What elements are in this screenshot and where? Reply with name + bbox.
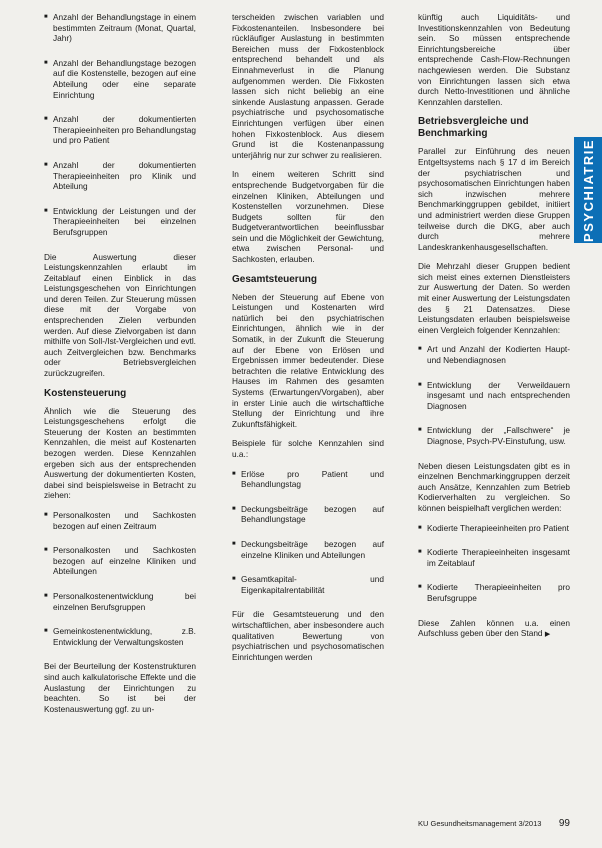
indicator-list-5: [418, 523, 570, 604]
paragraph: In einem weiteren Schritt sind entsprechende Budgetvorgaben für die einzelnen Kliniken, Abteilungen und Kostenstellen vorzunehmen. Diese Budgets sollten für den Budgetverantwortlichen beeinflussbar sein und die Möglichkeit der Gewichtung, etwa zwischen Personal- und Sachkosten, erlauben.: [232, 169, 384, 265]
column-2: [232, 12, 384, 671]
paragraph: Beispiele für solche Kennzahlen sind u.a.:: [232, 438, 384, 459]
paragraph: Die Auswertung dieser Leistungskennzahlen erlaubt im Zeitablauf einen Einblick in das Leistungsgeschehen von Einrichtungen und deren Teilen. Zur Steuerung müssen diese mit der Vorgabe von entsprechenden Zielen verbunden werden. Auf diese Zielvorgaben ist dann mithilfe von Soll-/Ist-Vergleichen und evtl. auch Zeitvergleichen bzw. Benchmarks oder Betriebsvergleichen zurückzugreifen.: [44, 251, 196, 379]
paragraph: [418, 618, 570, 641]
paragraph: terscheiden zwischen variablen und Fixkostenanteilen. Insbesondere bei rückläufiger Auslastung in bestimmten Bereichen muss der Fixkostenblock entsprechend behandelt und als Einnahmeverlust in die Planung aufgenommen werden. Die Fixkosten lassen sich nicht beliebig an eine sinkende Auslastung anpassen. Gerade psychiatrische und psychosomatische Einrichtungen verfügen über einen hohen Fixkostenblock. Aus diesem Grund ist die Kostenanpassung unterjährig nur zur schwer zu realisieren.: [232, 12, 384, 160]
list-item: ■ Art und Anzahl der Kodierten Haupt- und Nebendiagnosen: [418, 344, 570, 365]
section-heading-kostensteuerung: Kostensteuerung: [44, 387, 127, 399]
footer-source: KU Gesundheitsmanagement 3/2013: [418, 819, 542, 828]
list-item: ■ Gemeinkostenentwicklung, z.B. Entwicklung der Verwaltungskosten: [44, 626, 196, 647]
list-item: ■ Anzahl der Behandlungstage bezogen auf die Kostenstelle, bezogen auf eine Abteilung oder eine separate Einrichtung: [44, 58, 196, 100]
section-tab-label: PSYCHIATRIE: [580, 138, 596, 242]
list-item: ■ Gesamtkapital- und Eigenkapitalrentabilität: [232, 574, 384, 595]
section-heading-betriebsvergleiche: Betriebsvergleiche und Benchmarking: [418, 116, 529, 140]
list-item: ■ Kodierte Therapieeinheiten pro Patient: [418, 523, 570, 534]
column-3: [418, 12, 570, 650]
list-item: ■ Deckungsbeiträge bezogen auf einzelne Kliniken und Abteilungen: [232, 539, 384, 560]
list-item: ■ Anzahl der dokumentierten Therapieeinheiten pro Klinik und Abteilung: [44, 160, 196, 192]
paragraph: Neben diesen Leistungsdaten gibt es in einzelnen Benchmarkinggruppen derzeit auch Ansätze, Kennzahlen zum Betrieb Kodierverhalten zu vergleichen. So können beispielhaft verglichen werden:: [418, 460, 570, 513]
list-item: ■ Kodierte Therapieeinheiten pro Berufsgruppe: [418, 582, 570, 603]
indicator-list-4: [418, 344, 570, 446]
list-item: ■ Entwicklung der „Fallschwere“ je Diagnose, Psych-PV-Einstufung, usw.: [418, 425, 570, 446]
list-item: ■ Personalkosten und Sachkosten bezogen auf einen Zeitraum: [44, 510, 196, 531]
indicator-list-1: [44, 12, 196, 238]
section-heading-gesamtsteuerung: Gesamtsteuerung: [232, 273, 318, 285]
indicator-list-2: [44, 510, 196, 647]
paragraph: Für die Gesamtsteuerung und den wirtschaftlichen, aber insbesondere auch qualitativen Bewertung von psychiatrischen und psychosomatischen Einrichtungen werden: [232, 609, 384, 662]
list-item: ■ Erlöse pro Patient und Behandlungstag: [232, 469, 384, 490]
paragraph: Parallel zur Einführung des neuen Entgeltsystems nach § 17 d im Bereich der psychiatrischen und psychosomatischen Einrichtungen haben sich inzwischen mehrere Benchmarkinggruppen gebildet, initiiert und administriert werden diese Gruppen teilweise durch die DKG, aber auch durch mehrere Landeskrankenhausgesellschaften.: [418, 146, 570, 252]
paragraph: künftig auch Liquiditäts- und Investitionskennzahlen von Bedeutung sein. So müssen entsprechende Einrichtungsbereiche über entsprechende Cash-Flow-Rechnungen nachgewiesen werden. Die Substanz von Einrichtungen lassen sich etwa durch Netto-Investitionen und ähnliche Kennzahlen darstellen.: [418, 12, 570, 107]
list-item: ■ Personalkosten und Sachkosten bezogen auf einzelne Kliniken und Abteilungen: [44, 545, 196, 577]
paragraph: Die Mehrzahl dieser Gruppen bedient sich meist eines externen Dienstleisters zur Auswertung der Daten. So werden mit einer Auswertung der Leistungsdaten des § 21 Datensatzes. Diese Leistungsdaten erlauben beispielsweise einen Vergleich folgender Kennzahlen:: [418, 261, 570, 335]
paragraph: Bei der Beurteilung der Kostenstrukturen sind auch kalkulatorische Effekte und die Auslastung der Einrichtungen zu beachten. So ist bei der Kostenauswertung ggf. zu un-: [44, 661, 196, 714]
list-item: ■ Anzahl der dokumentierten Therapieeinheiten pro Behandlungstag und pro Patient: [44, 114, 196, 146]
paragraph: Ähnlich wie die Steuerung des Leistungsgeschehens erfolgt die Steuerung der Kosten an bestimmten Kennzahlen, die meist auf Kostenarten bezogen werden. Diese Kennzahlen ergeben sich aus der entsprechenden Auswertung der dokumentierten Kosten, dabei sind beispielsweise in Betracht zu ziehen:: [44, 405, 196, 501]
paragraph-text: Diese Zahlen können u.a. einen Aufschluss geben über den Stand: [418, 617, 570, 639]
list-item: ■ Anzahl der Behandlungstage in einem bestimmten Zeitraum (Monat, Quartal, Jahr): [44, 12, 196, 44]
page-number: 99: [558, 818, 570, 829]
list-item: ■ Kodierte Therapieeinheiten insgesamt im Zeitablauf: [418, 547, 570, 568]
page-footer: [418, 818, 570, 829]
continue-arrow-icon: ▶: [544, 631, 551, 639]
list-item: ■ Deckungsbeiträge bezogen auf Behandlungstage: [232, 504, 384, 525]
paragraph: Neben der Steuerung auf Ebene von Leistungen und Kostenarten wird natürlich bei den psychiatrischen Einrichtungen, ähnlich wie in der Somatik, in der Zukunft die Steuerung auf der Ebene von Erlösen und Ergebnissen immer bedeutender. Diese betrachten die relative Entwicklung des Hauses im Rahmen des gesamten Systems (Erwartungen/Vorgaben), aber in erster Linie auch die wirtschaftliche Stellung der Einrichtung und ihre Zukunftsfähigkeit.: [232, 291, 384, 429]
column-1: [44, 12, 196, 723]
section-tab: [574, 137, 602, 243]
list-item: ■ Personalkostenentwicklung bei einzelnen Berufsgruppen: [44, 591, 196, 612]
list-item: ■ Entwicklung der Leistungen und der Therapieeinheiten bei einzelnen Berufsgruppen: [44, 206, 196, 238]
list-item: ■ Entwicklung der Verweildauern insgesamt und nach entsprechenden Diagnosen: [418, 380, 570, 412]
indicator-list-3: [232, 469, 384, 596]
